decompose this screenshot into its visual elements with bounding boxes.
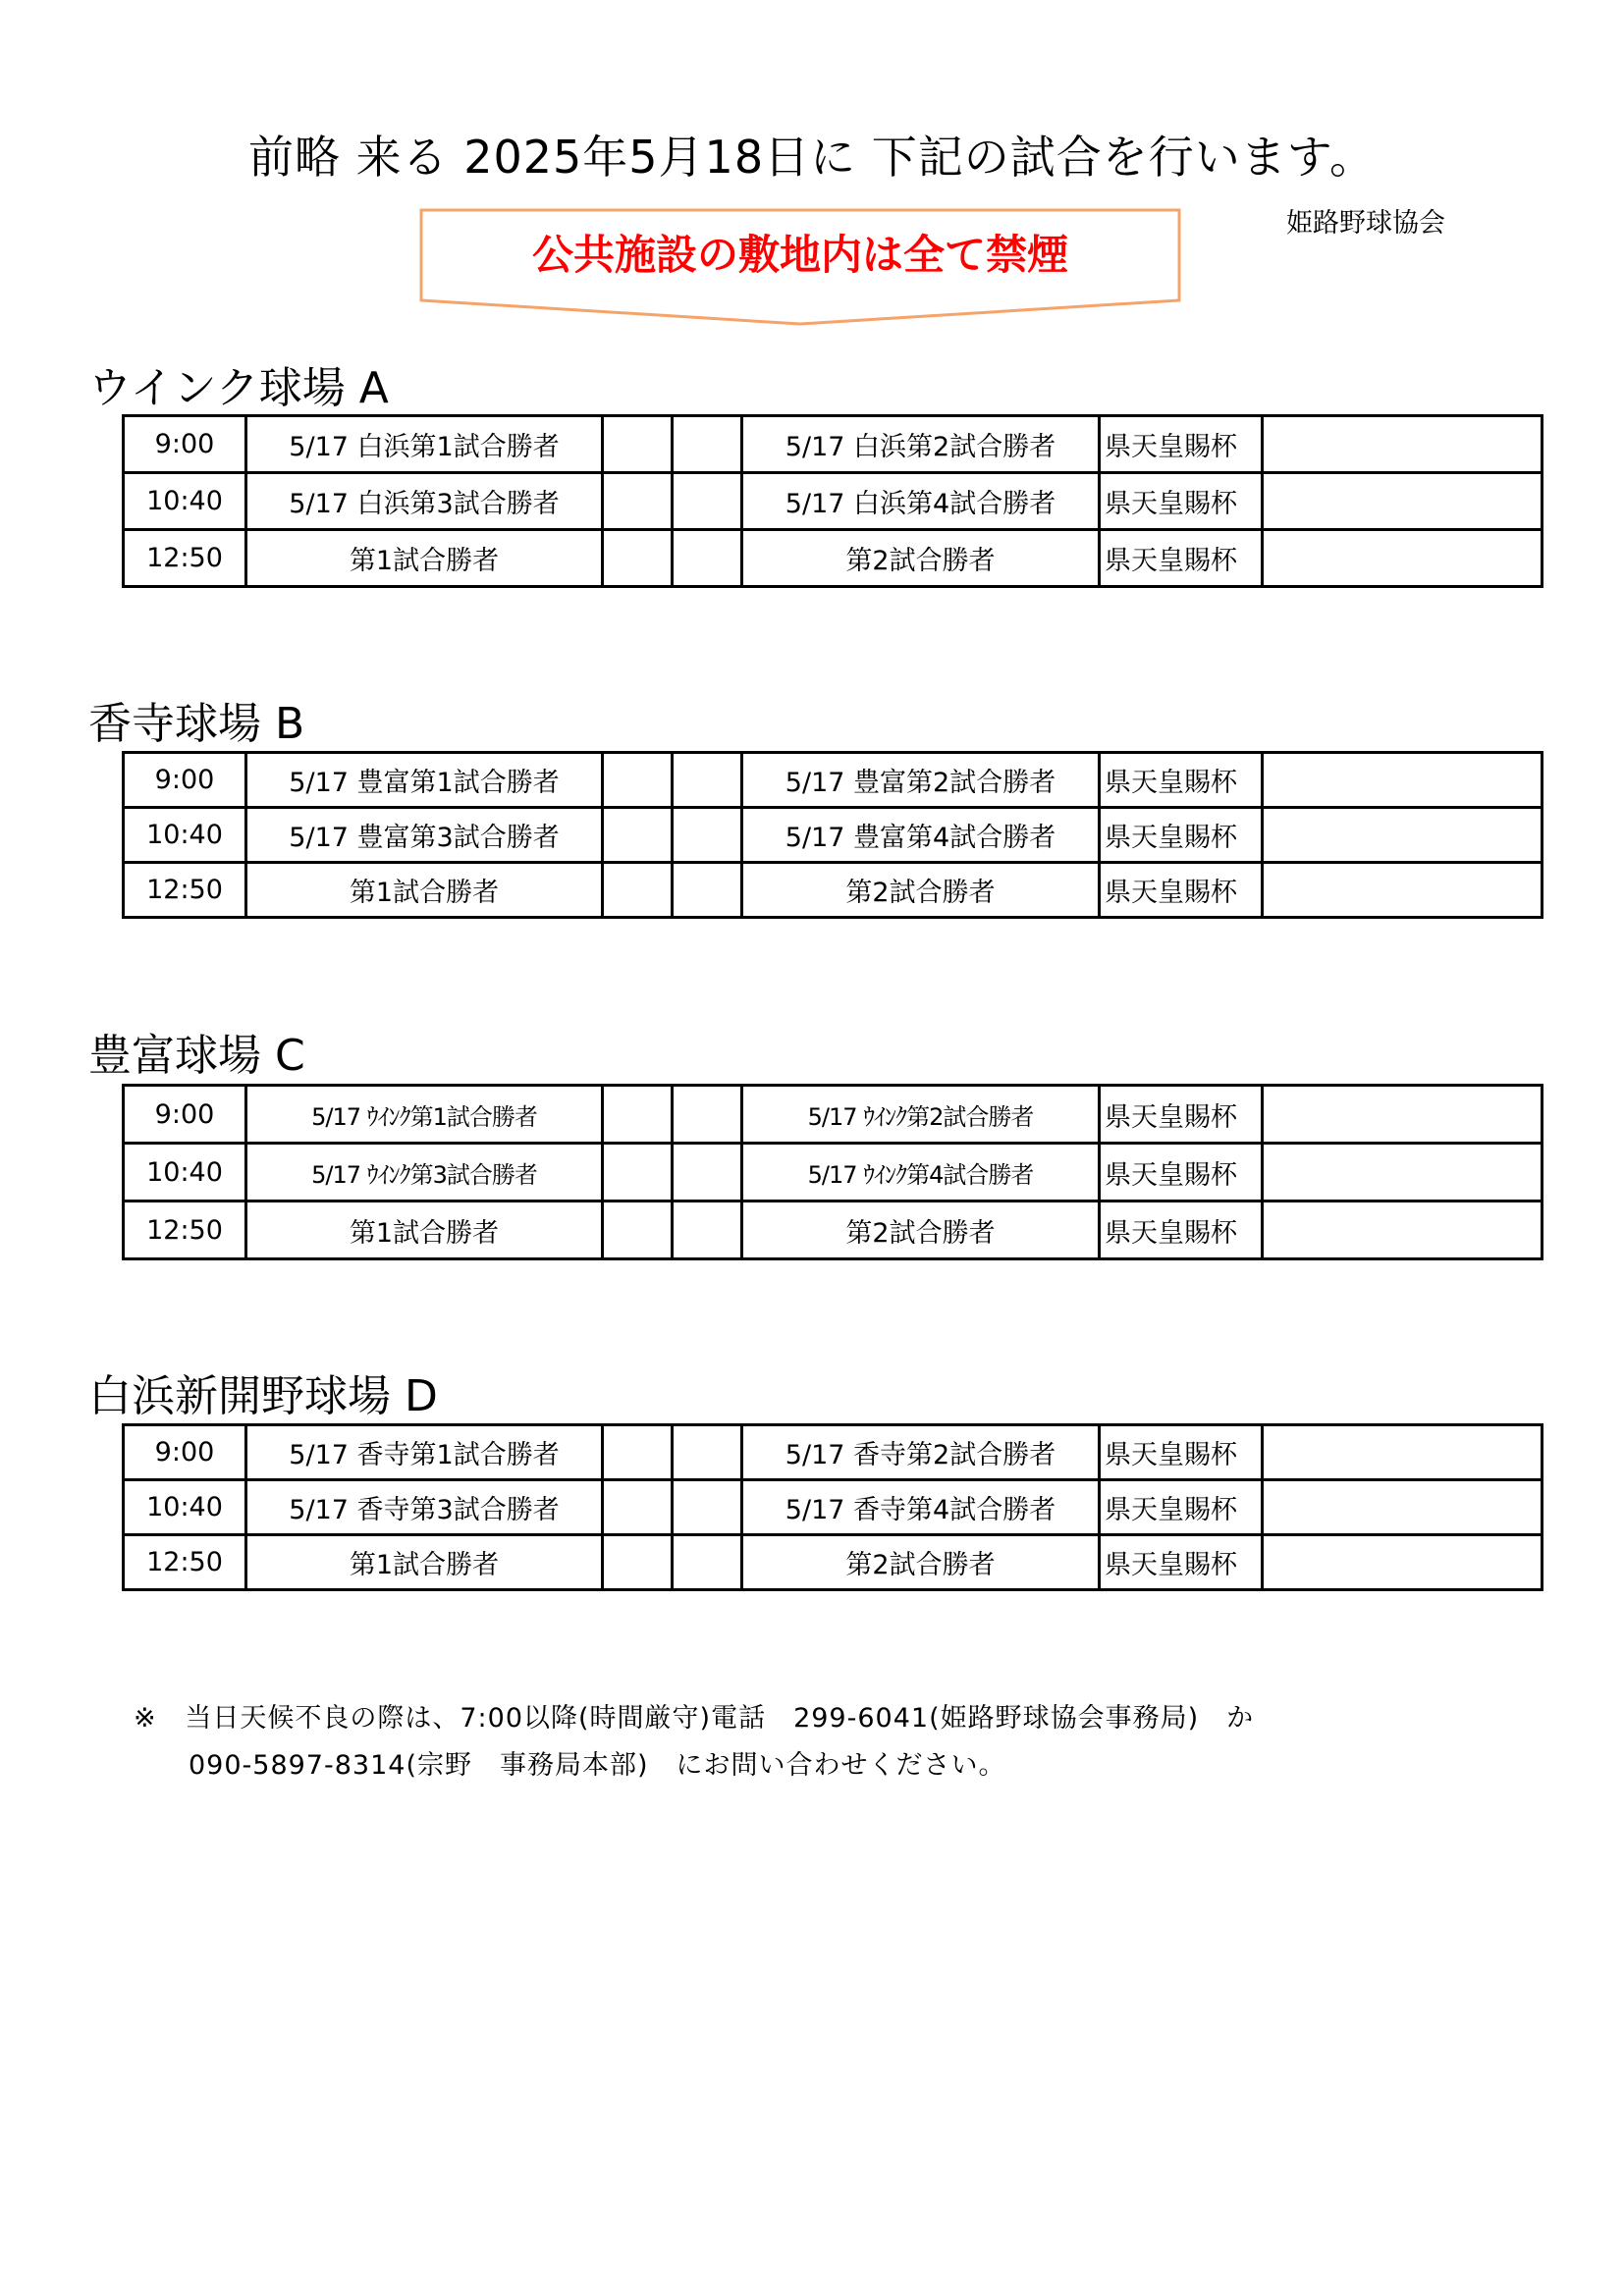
score-b-cell [673, 1144, 742, 1201]
match-time: 12:50 [124, 530, 246, 587]
score-b-cell [673, 530, 742, 587]
match-time: 10:40 [124, 473, 246, 530]
team-a: 第1試合勝者 [246, 530, 603, 587]
team-b: 5/17 ｳｲﾝｸ第4試合勝者 [742, 1144, 1100, 1201]
no-smoking-notice: 公共施設の敷地内は全て禁煙 [531, 231, 1068, 279]
match-time: 12:50 [124, 1201, 246, 1259]
table-row [124, 1144, 1543, 1201]
schedule-table [122, 1423, 1543, 1591]
tournament-name: 県天皇賜杯 [1100, 530, 1263, 587]
memo-cell [1263, 473, 1543, 530]
score-a-cell [603, 473, 673, 530]
tournament-name: 県天皇賜杯 [1100, 1425, 1263, 1480]
venue-title: 豊富球場 C [88, 1031, 305, 1081]
team-a: 5/17 香寺第1試合勝者 [246, 1425, 603, 1480]
memo-cell [1263, 530, 1543, 587]
memo-cell [1263, 808, 1543, 863]
team-b: 第2試合勝者 [742, 530, 1100, 587]
match-time: 9:00 [124, 1086, 246, 1144]
tournament-name: 県天皇賜杯 [1100, 753, 1263, 808]
score-b-cell [673, 863, 742, 918]
tournament-name: 県天皇賜杯 [1100, 808, 1263, 863]
table-row [124, 473, 1543, 530]
score-b-cell [673, 1535, 742, 1590]
score-b-cell [673, 808, 742, 863]
match-time: 9:00 [124, 753, 246, 808]
score-b-cell [673, 1480, 742, 1535]
note-text-2: 090-5897-8314(宗野 事務局本部) にお問い合わせください。 [189, 1750, 1006, 1781]
team-b: 5/17 香寺第2試合勝者 [742, 1425, 1100, 1480]
team-b: 第2試合勝者 [742, 1201, 1100, 1259]
note-text-1: 当日天候不良の際は、7:00以降(時間厳守)電話 299-6041(姫路野球協会事務局) か [185, 1703, 1255, 1734]
team-a: 第1試合勝者 [246, 1535, 603, 1590]
tournament-name: 県天皇賜杯 [1100, 1144, 1263, 1201]
team-a: 5/17 ｳｲﾝｸ第3試合勝者 [246, 1144, 603, 1201]
team-b: 第2試合勝者 [742, 863, 1100, 918]
match-time: 12:50 [124, 863, 246, 918]
team-a: 5/17 豊富第1試合勝者 [246, 753, 603, 808]
venue-title: ウインク球場 A [88, 363, 389, 413]
table-row [124, 1201, 1543, 1259]
table-row [124, 1480, 1543, 1535]
memo-cell [1263, 753, 1543, 808]
score-a-cell [603, 863, 673, 918]
weather-contact-note [134, 1695, 1254, 1789]
table-row [124, 1086, 1543, 1144]
score-a-cell [603, 1480, 673, 1535]
tournament-name: 県天皇賜杯 [1100, 1480, 1263, 1535]
team-b: 第2試合勝者 [742, 1535, 1100, 1590]
page-headline: 前略 来る 2025年5月18日に 下記の試合を行います。 [247, 131, 1377, 184]
note-line-2 [134, 1742, 1254, 1789]
score-a-cell [603, 753, 673, 808]
score-a-cell [603, 416, 673, 473]
schedule-table [122, 751, 1543, 919]
score-a-cell [603, 1086, 673, 1144]
score-b-cell [673, 753, 742, 808]
tournament-name: 県天皇賜杯 [1100, 1201, 1263, 1259]
team-a: 5/17 ｳｲﾝｸ第1試合勝者 [246, 1086, 603, 1144]
team-a: 第1試合勝者 [246, 863, 603, 918]
score-a-cell [603, 1425, 673, 1480]
team-b: 5/17 白浜第4試合勝者 [742, 473, 1100, 530]
tournament-name: 県天皇賜杯 [1100, 473, 1263, 530]
score-b-cell [673, 1425, 742, 1480]
team-b: 5/17 ｳｲﾝｸ第2試合勝者 [742, 1086, 1100, 1144]
memo-cell [1263, 1201, 1543, 1259]
team-a: 5/17 白浜第1試合勝者 [246, 416, 603, 473]
team-a: 第1試合勝者 [246, 1201, 603, 1259]
team-a: 5/17 香寺第3試合勝者 [246, 1480, 603, 1535]
team-b: 5/17 香寺第4試合勝者 [742, 1480, 1100, 1535]
score-a-cell [603, 1144, 673, 1201]
match-time: 10:40 [124, 1480, 246, 1535]
table-row [124, 1425, 1543, 1480]
table-row [124, 416, 1543, 473]
score-b-cell [673, 1086, 742, 1144]
table-row [124, 863, 1543, 918]
team-a: 5/17 豊富第3試合勝者 [246, 808, 603, 863]
score-a-cell [603, 1201, 673, 1259]
table-row [124, 753, 1543, 808]
memo-cell [1263, 1086, 1543, 1144]
score-a-cell [603, 808, 673, 863]
table-row [124, 1535, 1543, 1590]
team-b: 5/17 豊富第4試合勝者 [742, 808, 1100, 863]
tournament-name: 県天皇賜杯 [1100, 863, 1263, 918]
score-a-cell [603, 1535, 673, 1590]
memo-cell [1263, 1480, 1543, 1535]
memo-cell [1263, 1425, 1543, 1480]
venue-title: 香寺球場 B [88, 699, 305, 749]
match-time: 9:00 [124, 1425, 246, 1480]
no-smoking-callout [417, 206, 1183, 329]
schedule-table [122, 414, 1543, 588]
table-row [124, 530, 1543, 587]
venue-title: 白浜新開野球場 D [88, 1371, 438, 1421]
tournament-name: 県天皇賜杯 [1100, 1535, 1263, 1590]
score-b-cell [673, 473, 742, 530]
match-time: 12:50 [124, 1535, 246, 1590]
tournament-name: 県天皇賜杯 [1100, 416, 1263, 473]
memo-cell [1263, 1535, 1543, 1590]
match-time: 10:40 [124, 808, 246, 863]
match-time: 10:40 [124, 1144, 246, 1201]
score-b-cell [673, 1201, 742, 1259]
note-line-1 [134, 1695, 1254, 1742]
team-a: 5/17 白浜第3試合勝者 [246, 473, 603, 530]
score-b-cell [673, 416, 742, 473]
organization-name: 姫路野球協会 [1286, 208, 1445, 239]
tournament-name: 県天皇賜杯 [1100, 1086, 1263, 1144]
team-b: 5/17 豊富第2試合勝者 [742, 753, 1100, 808]
schedule-table [122, 1084, 1543, 1260]
memo-cell [1263, 1144, 1543, 1201]
memo-cell [1263, 416, 1543, 473]
team-b: 5/17 白浜第2試合勝者 [742, 416, 1100, 473]
match-time: 9:00 [124, 416, 246, 473]
note-mark: ※ [134, 1703, 157, 1734]
memo-cell [1263, 863, 1543, 918]
table-row [124, 808, 1543, 863]
score-a-cell [603, 530, 673, 587]
